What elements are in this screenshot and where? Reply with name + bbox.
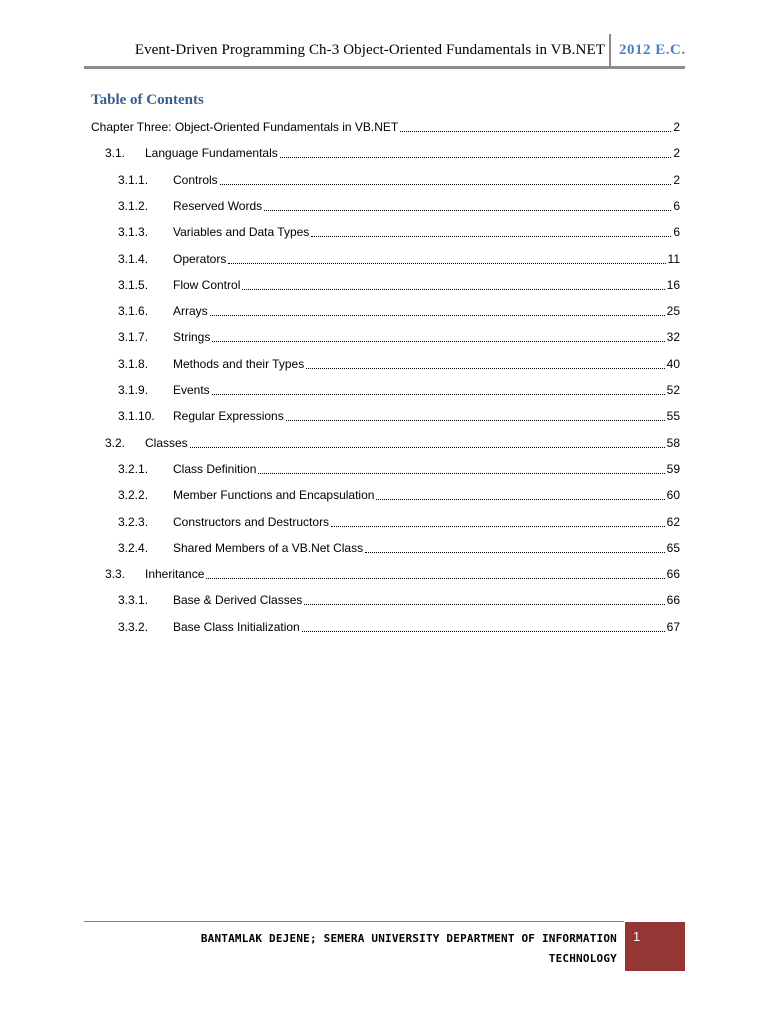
page-number: 1 — [633, 929, 641, 944]
toc-entry[interactable] — [118, 513, 680, 531]
toc-entry-number: 3.1.6. — [118, 304, 149, 318]
toc-entry[interactable] — [91, 118, 680, 136]
toc-entry-title: Language Fundamentals — [145, 146, 278, 160]
toc-entry-number: 3.3. — [105, 567, 126, 581]
toc-entry[interactable] — [118, 591, 680, 609]
toc-dot-leader — [400, 130, 671, 132]
toc-entry-title: Operators — [173, 252, 227, 266]
toc-entry-page: 32 — [666, 330, 680, 344]
toc-entry-number: 3.1. — [105, 146, 126, 160]
toc-dot-leader — [331, 525, 665, 527]
toc-entry[interactable] — [118, 460, 680, 478]
toc-entry-title: Reserved Words — [173, 199, 263, 213]
toc-entry[interactable] — [118, 381, 680, 399]
toc-entry[interactable] — [118, 618, 680, 636]
toc-entry[interactable] — [118, 276, 680, 294]
toc-entry[interactable] — [105, 144, 680, 162]
footer-line-1: BANTAMLAK DEJENE; SEMERA UNIVERSITY DEPARTMENT OF INFORMATION — [200, 932, 617, 945]
toc-entry-number: 3.1.3. — [118, 225, 149, 239]
toc-entry[interactable] — [118, 171, 680, 189]
toc-entry-number: 3.1.4. — [118, 252, 149, 266]
toc-entry-title: Strings — [173, 330, 211, 344]
toc-dot-leader — [376, 498, 664, 500]
toc-heading: Table of Contents — [91, 92, 204, 108]
toc-entry-title: Methods and their Types — [173, 357, 305, 371]
toc-dot-leader — [242, 288, 664, 290]
toc-entry-page: 65 — [666, 541, 680, 555]
footer-author — [97, 929, 617, 969]
toc-entry-page: 6 — [673, 199, 680, 213]
toc-entry-title: Classes — [145, 436, 188, 450]
footer-line-2: TECHNOLOGY — [548, 952, 617, 965]
toc-entry-page: 52 — [666, 383, 680, 397]
toc-dot-leader — [286, 419, 665, 421]
toc-entry-title: Member Functions and Encapsulation — [173, 488, 375, 502]
toc-entry-title: Controls — [173, 173, 218, 187]
toc-entry-number: 3.1.7. — [118, 330, 149, 344]
toc-dot-leader — [212, 393, 665, 395]
toc-entry-number: 3.2.1. — [118, 462, 149, 476]
toc-entry-title: Events — [173, 383, 210, 397]
toc-entry-title: Inheritance — [145, 567, 205, 581]
toc-entry-page: 60 — [666, 488, 680, 502]
toc-entry-title: Constructors and Destructors — [173, 515, 330, 529]
toc-entry[interactable] — [105, 565, 680, 583]
toc-dot-leader — [258, 472, 664, 474]
toc-entry-page: 2 — [673, 120, 680, 134]
toc-entry-number: 3.2. — [105, 436, 126, 450]
toc-entry-page: 2 — [673, 173, 680, 187]
toc-entry-number: 3.3.1. — [118, 593, 149, 607]
toc-dot-leader — [210, 314, 665, 316]
toc-dot-leader — [228, 262, 665, 264]
toc-entry-page: 2 — [673, 146, 680, 160]
toc-dot-leader — [365, 551, 665, 553]
toc-entry-title: Class Definition — [173, 462, 257, 476]
toc-entry-number: 3.1.1. — [118, 173, 149, 187]
toc-entry-page: 62 — [666, 515, 680, 529]
toc-entry-title: Base Class Initialization — [173, 620, 300, 634]
toc-dot-leader — [304, 603, 664, 605]
toc-dot-leader — [190, 446, 665, 448]
toc-dot-leader — [311, 235, 671, 237]
toc-dot-leader — [212, 340, 664, 342]
header-year: 2012 E.C. — [619, 42, 686, 58]
toc-entry-title: Flow Control — [173, 278, 241, 292]
toc-dot-leader — [280, 156, 672, 158]
toc-entry-title: Regular Expressions — [173, 409, 284, 423]
page-number-box — [625, 922, 685, 971]
toc-dot-leader — [220, 183, 672, 185]
toc-entry[interactable] — [118, 302, 680, 320]
toc-dot-leader — [264, 209, 671, 211]
toc-entry[interactable] — [118, 328, 680, 346]
toc-entry-page: 25 — [666, 304, 680, 318]
toc-entry-number: 3.2.4. — [118, 541, 149, 555]
toc-entry-title: Chapter Three: Object-Oriented Fundamentals in VB.NET — [91, 120, 399, 134]
toc-dot-leader — [302, 630, 665, 632]
toc-entry-number: 3.1.5. — [118, 278, 149, 292]
toc-entry-title: Shared Members of a VB.Net Class — [173, 541, 364, 555]
toc-entry[interactable] — [118, 539, 680, 557]
toc-entry-number: 3.1.2. — [118, 199, 149, 213]
toc-entry-page: 40 — [666, 357, 680, 371]
toc-entry-page: 16 — [666, 278, 680, 292]
toc-entry-page: 55 — [666, 409, 680, 423]
toc-entry[interactable] — [118, 486, 680, 504]
toc-entry-page: 67 — [666, 620, 680, 634]
toc-entry-page: 59 — [666, 462, 680, 476]
toc-entry[interactable] — [118, 223, 680, 241]
toc-dot-leader — [306, 367, 664, 369]
toc-entry-number: 3.1.10. — [118, 409, 155, 423]
toc-entry[interactable] — [118, 355, 680, 373]
toc-entry-page: 11 — [667, 252, 680, 266]
toc-entry-title: Base & Derived Classes — [173, 593, 303, 607]
toc-entry-number: 3.1.9. — [118, 383, 149, 397]
toc-entry-title: Variables and Data Types — [173, 225, 310, 239]
toc-entry-page: 58 — [666, 436, 680, 450]
footer-rule — [84, 921, 624, 922]
toc-entry[interactable] — [118, 250, 680, 268]
toc-entry-number: 3.1.8. — [118, 357, 149, 371]
toc-entry[interactable] — [105, 434, 680, 452]
toc-entry[interactable] — [118, 407, 680, 425]
toc-entry-number: 3.3.2. — [118, 620, 149, 634]
toc-entry-title: Arrays — [173, 304, 208, 318]
toc-entry-page: 66 — [666, 593, 680, 607]
toc-entry-page: 6 — [673, 225, 680, 239]
toc-entry-page: 66 — [666, 567, 680, 581]
toc-entry[interactable] — [118, 197, 680, 215]
page-footer — [84, 921, 685, 971]
header-title: Event-Driven Programming Ch-3 Object-Oriented Fundamentals in VB.NET — [134, 42, 605, 58]
toc-dot-leader — [206, 577, 664, 579]
toc-entry-number: 3.2.3. — [118, 515, 149, 529]
toc-entry-number: 3.2.2. — [118, 488, 149, 502]
